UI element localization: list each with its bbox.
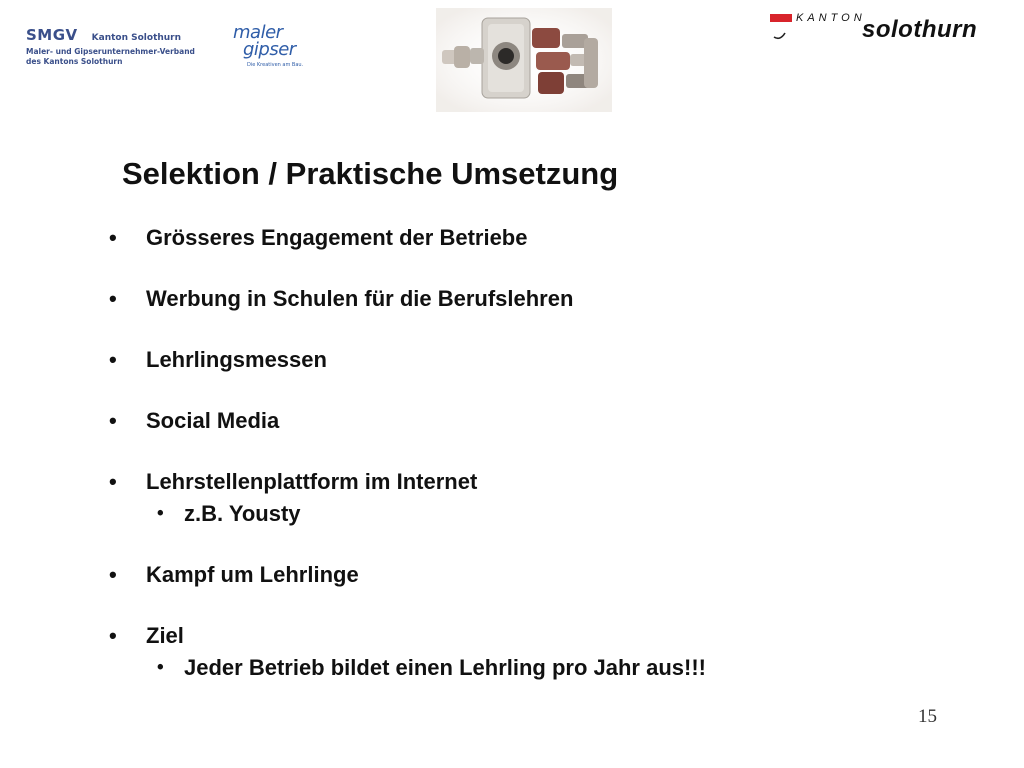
- bullet-glyph: •: [109, 408, 117, 433]
- gipser-word: gipser: [243, 39, 296, 60]
- maler-gipser-tagline: Die Kreativen am Bau.: [247, 62, 304, 68]
- page-number: 15: [918, 706, 937, 727]
- bullet-text: z.B. Yousty: [184, 501, 301, 526]
- ductile-pipe-fittings-photo: [436, 8, 612, 112]
- smgv-association-line2: des Kantons Solothurn: [26, 57, 123, 66]
- bullet-text: Social Media: [146, 408, 280, 433]
- bullet-item: [109, 283, 574, 315]
- smgv-region: Kanton Solothurn: [91, 33, 182, 43]
- bullet-text: Lehrstellenplattform im Internet: [146, 469, 478, 494]
- kanton-solothurn-logo: [770, 10, 1010, 50]
- slide-title: Selektion / Praktische Umsetzung: [122, 156, 619, 191]
- bullet-item: [109, 405, 280, 437]
- bullet-item: [109, 222, 528, 254]
- bullet-glyph: •: [157, 657, 164, 678]
- bullet-glyph: •: [109, 347, 117, 372]
- bullet-text: Werbung in Schulen für die Berufslehren: [146, 286, 574, 311]
- kanton-word: KANTON: [796, 12, 866, 24]
- bullet-text: Jeder Betrieb bildet einen Lehrling pro Jahr aus!!!: [184, 655, 706, 680]
- bullet-glyph: •: [109, 286, 117, 311]
- maler-word: maler: [233, 22, 283, 43]
- bullet-glyph: •: [109, 469, 117, 494]
- bullet-text: Kampf um Lehrlinge: [146, 562, 359, 587]
- bullet-text: Grösseres Engagement der Betriebe: [146, 225, 528, 250]
- bullet-item: [109, 466, 478, 498]
- bullet-text: Lehrlingsmessen: [146, 347, 327, 372]
- smgv-association-line1: Maler- und Gipserunternehmer-Verband: [26, 47, 195, 56]
- bullet-glyph: •: [157, 503, 164, 524]
- bullet-text: Ziel: [146, 623, 184, 648]
- sub-bullet-item: [157, 498, 301, 530]
- maler-gipser-logo: [233, 24, 313, 68]
- bullet-glyph: •: [109, 623, 117, 648]
- kanton-city: solothurn: [862, 16, 978, 43]
- smgv-abbreviation: SMGV: [26, 26, 78, 44]
- bullet-glyph: •: [109, 562, 117, 587]
- smgv-logo: [26, 26, 216, 67]
- bullet-glyph: •: [109, 225, 117, 250]
- sub-bullet-item: [157, 652, 744, 684]
- bullet-item: [109, 559, 359, 591]
- kanton-swoosh-icon: [770, 23, 792, 43]
- bullet-item: [109, 620, 184, 652]
- bullet-item: [109, 344, 327, 376]
- kanton-flag-icon: [770, 14, 792, 22]
